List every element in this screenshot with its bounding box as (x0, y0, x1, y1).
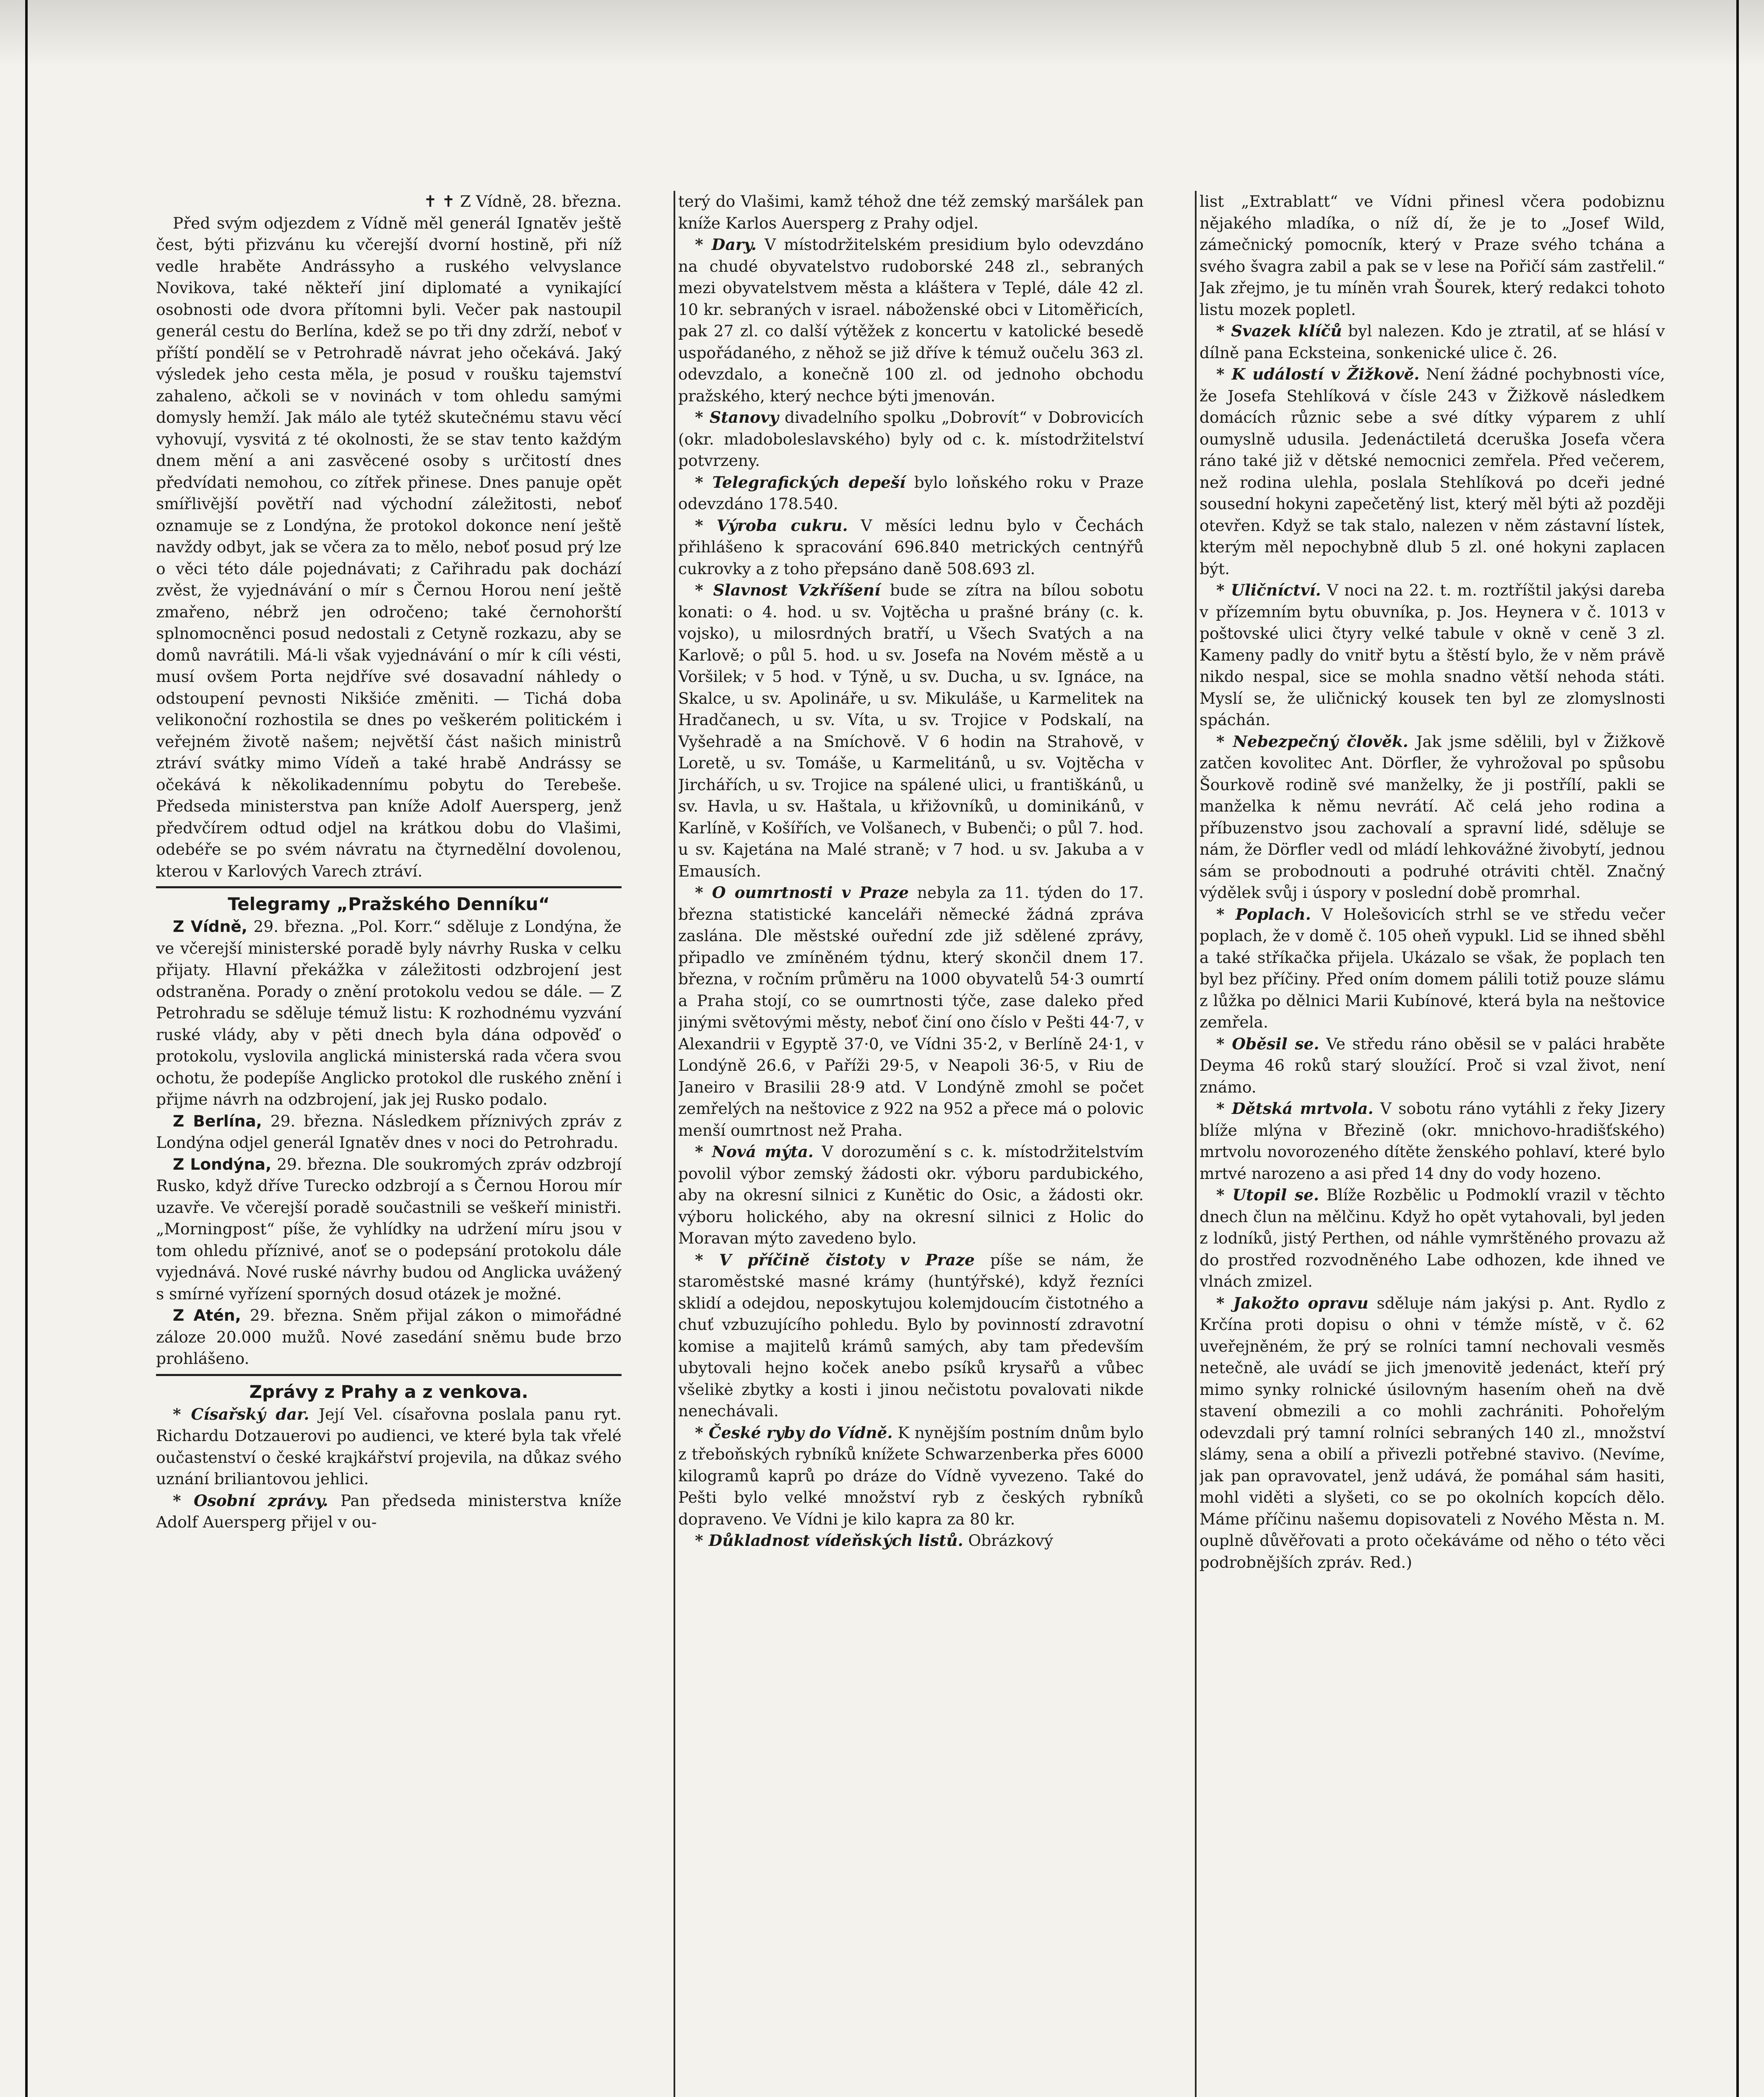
news-item (156, 1490, 622, 1533)
news-item (156, 1404, 622, 1490)
news-item (678, 882, 1144, 1141)
news-item-heading: * Jakožto opravu (1216, 1293, 1369, 1312)
news-item-text: Není žádné pochybnosti více, že Josefa Stehlíková v čísle 243 v Žižkově následkem domácích různic sebe a své dítky výparem z uhlí oumyslně udusila. Jedenáctiletá dceruška Josefa včera ráno také již v dětské nemocnici zemřela. Před večerem, než rodina ulehla, poslala Stehlíková po dceři jedné sousední hokyni zapečetěný list, který měl býti až později otevřen. Když se tak stalo, nalezen v něm zástavní lístek, kterým měl nepochybně dlub 5 zl. oné hokyni zaplacen být. (1199, 365, 1665, 578)
telegram-text: 29. března. Dle soukromých zpráv odzbrojí Rusko, když dříve Turecko odzbrojí a s Černou Horou mír uzavře. Ve včerejší poradě součastnili se veškeří ministři. „Morningpost“ píše, že vyhlídky na udržení míru jsou v tom ohledu příznivé, anoť se o podepsání protokolu dále vyjednává. Nové ruské návrhy budou od Anglicka uvážený s smírné vyřízení sporných dosud otázek je možné. (156, 1155, 622, 1303)
news-item (678, 1249, 1144, 1422)
news-item-text: Blíže Rozbělic u Podmoklí vrazil v těchto dnech člun na mělčinu. Když ho opět vytahovali, byl jeden z lodníků, jistý Perthen, od náhle vymrštěného provazu až do prostřed rozvodněného Labe odhozen, kde ihned ve vlnách zmizel. (1199, 1186, 1665, 1290)
news-item-text: V Holešovicích strhl se ve středu večer poplach, že v domě č. 105 oheň vypukl. Lid se ihned sběhl a také stříkačka přijela. Ukázalo se však, že poplach ten byl bez příčiny. Před oním domem pálili totiž pouze slámu z lůžka po dělnici Marii Kubínové, která byla na neštovice zemřela. (1199, 905, 1665, 1031)
news-item-text: V místodržitelském presidium bylo odevzdáno na chudé obyvatelstvo rudoborské 248 zl., sebraných mezi obyvatelstvem města a kláštera v Teplé, dále 42 zl. 10 kr. sebraných v israel. náboženské obci v Litoměřicích, pak 27 zl. co další výtěžek z koncertu v katolické besedě uspořádaného, z něhož se již dříve k témuž oučelu 363 zl. odevzdalo, a konečně 100 zl. od jednoho obchodu pražského, který nechce býti jmenován. (678, 235, 1144, 405)
news-item (1199, 320, 1665, 364)
news-item (1199, 1033, 1665, 1098)
news-item-heading: * Slavnost Vzkříšení (695, 581, 881, 599)
news-item-text: K nynějším postním dnům bylo z třeboňských rybníků knížete Schwarzenberka přes 6000 kilogramů kaprů po dráze do Vídně vyvezeno. Také do Pešti bylo velké množství ryb z českých rybníků dopraveno. Ve Vídni je kilo kapra za 80 kr. (678, 1423, 1144, 1528)
telegram-item (156, 1305, 622, 1370)
news-item (678, 472, 1144, 515)
news-item-heading: * České ryby do Vídně. (695, 1423, 893, 1442)
section-heading-telegrams: Telegramy „Pražského Denníku“ (156, 886, 622, 916)
news-item-heading: * Stanovy (695, 408, 779, 427)
telegram-place: Z Berlína, (173, 1111, 262, 1130)
news-item-heading: * V příčině čistoty v Praze (695, 1250, 975, 1269)
news-item-text: Její Vel. císařovna poslala panu ryt. Richardu Dotzauerovi po audienci, ve které byla tak vřelé oučastenství o české krajkářství projevila, na důkaz svého uznání briliantovou jehlici. (156, 1405, 622, 1488)
telegram-item (156, 1111, 622, 1154)
news-item-text: divadelního spolku „Dobrovít“ v Dobrovicích (okr. mladoboleslavského) byly od c. k. místodržitelství potvrzeny. (678, 408, 1144, 470)
telegram-text: 29. března. Sněm přijal zákon o mimořádné záloze 20.000 mužů. Nové zasedání sněmu bude brzo prohlášeno. (156, 1306, 622, 1368)
news-item-text: byl nalezen. Kdo je ztratil, ať se hlásí v dílně pana Ecksteina, sonkenické ulice č. 26. (1199, 322, 1665, 362)
news-item-text: Obrázkový (963, 1531, 1054, 1550)
news-item-heading: * Oběsil se. (1216, 1034, 1319, 1053)
section-heading-news: Zprávy z Prahy a z venkova. (156, 1374, 622, 1404)
news-item-heading: * Uličníctví. (1216, 581, 1321, 599)
news-item-heading: * Nová mýta. (695, 1142, 814, 1161)
news-item-text: sděluje nám jakýsi p. Ant. Rydlo z Krčína proti dopisu o ohni v témže místě, v č. 62 uveřejněném, že prý se rolníci tamní nechovali vesměs netečně, ale uvádí se jich jmenovitě jedenáct, kteří prý mimo synky rolnické úsilovným hasením oheň na dvě stavení obmezili a co mohli zachrániti. Pohořelým odevzdali prý tamní rolníci sebraných 140 zl., množství slámy, sena a obilí a přivezli potřebné stavivo. (Nevíme, jak pan opravovatel, jenž udává, že pomáhal sám hasiti, mohl viděti a slyšeti, co se po okolních kopcích dělo. Máme příčinu našemu dopisovateli z Nového Města n. M. ouplně důvěřovati a proto očekáváme od něho o této věci podrobnějších zpráv. Red.) (1199, 1293, 1665, 1571)
news-item-text: Jak jsme sdělili, byl v Žižkově zatčen kovolitec Ant. Dörfler, že vyhrožoval po spůsobu Šourkově rodině své manželky, že ji postřílí, pakli se manželka k němu nevrátí. Ač celá jeho rodina a příbuzenstvo jsou zachovalí a spravní lidé, sděluje se nám, že Dörfler vedl od mládí lehkovážné živobytí, jednou sám se probodnouti a podruhé otráviti chtěl. Značný výdělek svůj i úspory v poslední době promrhal. (1199, 732, 1665, 902)
news-item (1199, 1098, 1665, 1184)
column-rule (674, 191, 675, 2097)
news-item (1199, 1184, 1665, 1293)
news-item-heading: * K událostí v Žižkově. (1216, 365, 1420, 383)
news-item-continued: list „Extrablatt“ ve Vídni přinesl včera podobiznu nějakého mladíka, o níž dí, že je to „Josef Wild, zámečnický pomocník, který v Praze svého tchána a svého švagra zabil a pak se v lese na Pořičí sám zastřelil.“ Jak zřejmo, je tu míněn vrah Šourek, který redakci tohoto listu mozek popletl. (1199, 192, 1665, 319)
news-item (1199, 1293, 1665, 1574)
news-item-text: píše se nám, že staroměstské masné krámy (huntýřské), když řezníci sklidí a odejdou, neposkytujou kolemjdoucím čistotného a chuť vzbuzujícího pohledu. Bylo by povinností zdravotní komise a majitelů krámů samých, aby tam především ubytovali hejno koček anebo psíků krysařů a vůbec všelikė zbytky a kosti i jinou nečistotu povalovati nikde nenechávali. (678, 1250, 1144, 1420)
scan-edge-right (1736, 0, 1739, 2097)
news-item-text: V sobotu ráno vytáhli z řeky Jizery blíže mlýna v Březině (okr. mnichovo-hradišťského) mrtvolu novorozeného dítěte ženského pohlaví, které bylo mrtvé narozeno a asi před 14 dny do vody hozeno. (1199, 1099, 1665, 1183)
news-item (1199, 580, 1665, 731)
news-item-text: Pan předseda ministerstva kníže Adolf Auersperg přijel v ou- (156, 1491, 622, 1531)
column-1 (156, 191, 622, 2097)
telegram-item (156, 916, 622, 1111)
news-item (678, 234, 1144, 407)
telegram-text: 29. března. „Pol. Korr.“ sděluje z Londýna, že ve včerejší ministerské poradě byly návrhy Ruska v celku přijaty. Hlavní překážka v záležitosti odzbrojení jest odstraněna. Porady o znění protokolu vedou se dále. — Z Petrohradu se sděluje témuž listu: K rozhodnému vyzvání ruské vlády, aby v pěti dnech byla dána odpověď o protokolu, vyslovila anglická ministerská rada včera svou ochotu, že podepíše Anglicko protokol dle ruského znění i přijme návrh na odzbrojení, jak jej Rusko podalo. (156, 917, 622, 1108)
news-item-text: V měsíci lednu bylo v Čechách přihlášeno k spracování 696.840 metrických centnýřů cukrovky a z toho přepsáno daně 508.693 zl. (678, 516, 1144, 578)
news-item (678, 407, 1144, 472)
scan-shadow (0, 0, 1764, 67)
column-rule (1195, 191, 1197, 2097)
news-item (678, 1530, 1144, 1552)
news-item-heading: * Utopil se. (1216, 1186, 1319, 1204)
telegram-place: Z Atén, (173, 1306, 241, 1324)
news-item-heading: * Důkladnost vídeňských listů. (695, 1531, 963, 1550)
news-item (678, 515, 1144, 580)
news-item-heading: * Dětská mrtvola. (1216, 1099, 1374, 1118)
news-item-text: bylo loňského roku v Praze odevzdáno 178.540. (678, 473, 1144, 513)
news-item-heading: * Poplach. (1216, 905, 1311, 924)
news-item-heading: * Císařský dar. (173, 1405, 310, 1423)
news-item-text: bude se zítra na bílou sobotu konati: o 4. hod. u sv. Vojtěcha u prašné brány (c. k. vojsko), u milosrdných bratří, u Všech Svatých a na Karlově; o půl 5. hod. u sv. Josefa na Novém městě a u Voršilek; v 5 hod. v Týně, u sv. Ducha, u sv. Ignáce, na Skalce, u sv. Apolináře, u sv. Mikuláše, u Karmelitek na Hradčanech, u sv. Víta, u sv. Trojice v Podskalí, na Vyšehradě a na Smíchově. V 6 hodin na Strahově, v Loretě, u sv. Tomáše, u Karmelitánů, u sv. Vojtěcha v Jirchářích, u sv. Trojice na spálené ulici, u františkánů, u sv. Havla, u sv. Haštala, u křižovníků, u dominikánů, v Karlíně, v Košířích, ve Volšanech, v Bubenči; o půl 7. hod. u sv. Kajetána na Malé straně; v 7 hod. u sv. Jakuba a v Emausích. (678, 581, 1144, 880)
dateline-vienna: ✝ ✝ Z Vídně, 28. března. (424, 192, 622, 211)
news-item-heading: * O oumrtnosti v Praze (695, 883, 909, 902)
telegram-place: Z Londýna, (173, 1155, 272, 1173)
news-item-heading: * Nebezpečný člověk. (1216, 732, 1408, 751)
news-item (678, 580, 1144, 882)
article-vienna-report: Před svým odjezdem z Vídně měl generál Ignatěv ještě čest, býti přizvánu ku včerejší dvorní hostině, při níž vedle hraběte Andrássyho a ruského velvyslance Novikova, také někteří jiní diplomaté a vynikající osobnosti ode dvora přítomni byli. Večer pak nastoupil generál cestu do Berlína, kdež se po tři dny zdrží, neboť v příští pondělí se v Petrohradě návrat jeho očekává. Jaký výsledek jeho cesta měla, je posud v roušku tajemství zahaleno, ačkoli se v novinách v tom ohledu samými domysly hemží. Jak málo ale tytéž skutečnému stavu věcí vyhovují, vysvitá z té okolnosti, že se stav tento každým dnem mění a ani zasvěcené osoby s určitostí dnes předvídati nemohou, co zítřek přinese. Dnes panuje opět smířlivější povětří nad východní záležitosti, neboť oznamuje se z Londýna, že protokol dokonce není ještě navždy odbyt, jak se včera za to mělo, neboť posud prý lze o věci této dále pojednávati; z Cařihradu pak dochází zvěst, že vyjednávání o mír s Černou Horou není ještě zmařeno, nébrž jen odročeno; také černohorští splnomocněnci posud nedostali z Cetyně rozkazu, aby se domů navrátili. Má-li však vyjednávání o mír k cíli vésti, musí ovšem Porta nejdříve své dosavadní náhledy o odstoupení pevnosti Nikšiće změniti. — Tichá doba velikonoční rozhostila se dnes po veškerém politickém i veřejném životě našem; největší část našich ministrů ztráví svátky mimo Vídeň a také hrabě Andrássy se očekává k několikadennímu pobytu do Terebeše. Předseda ministerstva pan kníže Adolf Auersperg, jenž předvčírem odtud odjel na krátkou dobu do Vlašimi, odebéře se po svém návratu na čtyrnedělní dovolenou, kterou v Karlových Varech ztráví. (156, 213, 622, 880)
news-item-text: Ve středu ráno oběsil se v paláci hraběte Deyma 46 roků starý sloužící. Proč si vzal život, není známo. (1199, 1034, 1665, 1096)
news-item-text: V noci na 22. t. m. roztříštil jakýsi dareba v přízemním bytu obuvníka, p. Jos. Heynera v č. 1013 v poštovské ulici čtyry velké tabule v okně v ceně 3 zl. Kameny padly do vnitř bytu a štěstí bylo, že v něm právě nikdo nespal, sice se mohla snadno větší nehoda státi. Myslí se, že uličnický kousek ten byl ze zlomyslnosti spáchán. (1199, 581, 1665, 729)
news-item-heading: * Telegrafických depeší (695, 473, 906, 492)
telegram-text: 29. března. Následkem příznivých zpráv z Londýna odjel generál Ignatěv dnes v noci do Petrohradu. (156, 1111, 622, 1152)
news-item-text: V dorozumění s c. k. místodržitelstvím povolil výbor zemský žádosti okr. výboru pardubického, aby na okresní silnici z Kunětic do Osic, a žádosti okr. výboru holického, aby na okresní silnici z Holic do Moravan mýto zavedeno bylo. (678, 1142, 1144, 1247)
news-item-heading: * Svazek klíčů (1216, 322, 1342, 340)
news-item (678, 1422, 1144, 1530)
news-item (1199, 731, 1665, 904)
news-item-heading: * Osobní zprávy. (173, 1491, 328, 1510)
column-3 (1199, 191, 1665, 2097)
news-item-text: nebyla za 11. týden do 17. března statistické kanceláři německé žádná zpráva zaslána. Dle městské ouřední zde již sdělené zprávy, připadlo ve zmíněném týdnu, který skončil dnem 17. března, v ročním průměru na 1000 obyvatelů 54·3 oumrtí a Praha stojí, co se oumrtnosti týče, zase daleko před jinými světovými městy, neboť činí ono číslo v Pešti 44·7, v Alexandrii v Egyptě 37·0, ve Vídni 35·2, v Berlíně 24·1, v Londýně 26.6, v Paříži 29·5, v Neapoli 36·5, v Riu de Janeiro v Brasilii 28·9 atd. V Londýně zmohl se počet zemřelých na neštovice z 922 na 952 a přece má o polovic menší oumrtnost než Praha. (678, 883, 1144, 1140)
telegram-item (156, 1154, 622, 1305)
column-2 (678, 191, 1144, 2097)
telegram-place: Z Vídně, (173, 917, 247, 936)
news-item-heading: * Dary. (695, 235, 757, 254)
news-item (678, 1141, 1144, 1249)
news-item (1199, 364, 1665, 580)
scan-edge-left (25, 0, 28, 2097)
news-item-heading: * Výroba cukru. (695, 516, 848, 535)
news-item (1199, 904, 1665, 1033)
news-item-continued: terý do Vlašimi, kamž téhož dne též zemský maršálek pan kníže Karlos Auersperg z Prahy odjel. (678, 192, 1144, 232)
